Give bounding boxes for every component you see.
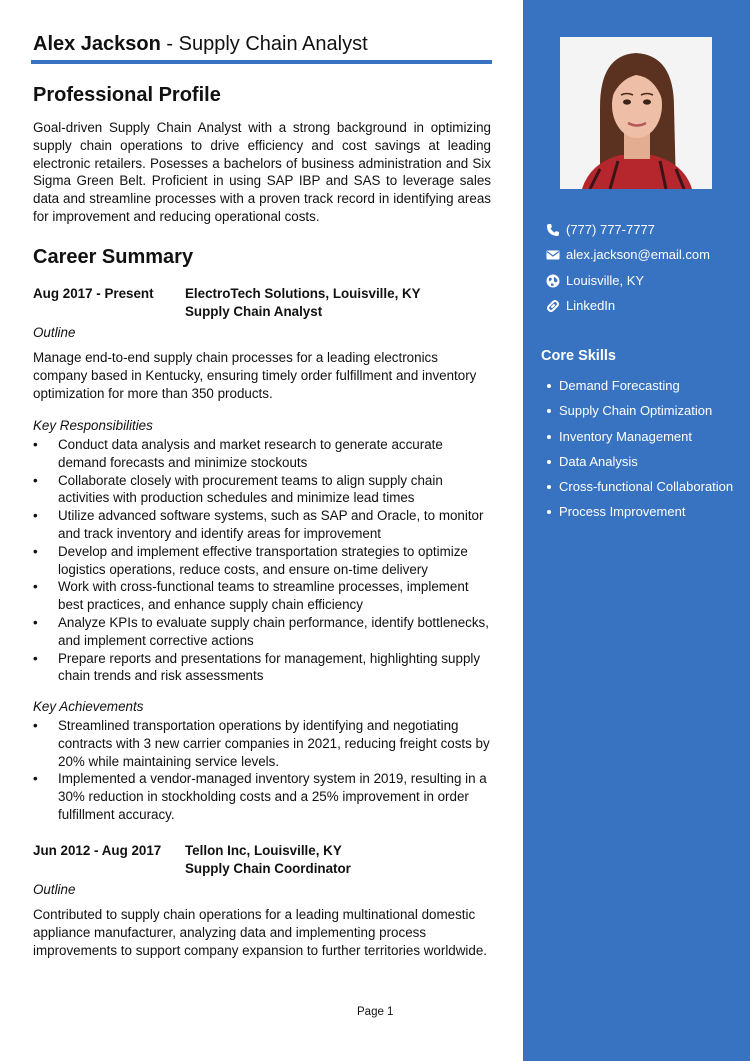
skill-item (546, 403, 733, 428)
bullet-icon: • (33, 771, 38, 787)
job-date: Jun 2012 - Aug 2017 (33, 843, 162, 858)
job-role: Supply Chain Analyst (185, 304, 323, 319)
job-company: ElectroTech Solutions, Louisville, KY (185, 286, 421, 301)
skill-item (546, 378, 733, 403)
resume-header (33, 33, 368, 55)
bullet-icon (547, 384, 551, 388)
skills-list (546, 378, 733, 530)
job-outline: Contributed to supply chain operations for a leading multinational domestic appliance manufacturer, analyzing data and implementing process improvements to support company expansion to further territories worldwide. (33, 907, 488, 958)
page-number: Page 1 (357, 1006, 394, 1018)
list-item-text: Utilize advanced software systems, such as SAP and Oracle, to monitor and track inventory and identify areas for improvement (58, 508, 484, 541)
list-item-text: Analyze KPIs to evaluate supply chain performance, identify bottlenecks, and implement corrective actions (58, 614, 489, 648)
responsibilities-list (33, 436, 493, 685)
linkedin-link[interactable]: LinkedIn (566, 298, 616, 313)
bullet-icon: • (33, 650, 38, 666)
list-item (33, 650, 493, 686)
phone-icon (546, 223, 560, 237)
skills-heading: Core Skills (541, 348, 616, 364)
bullet-icon (547, 485, 551, 489)
envelope-icon (546, 248, 560, 262)
bullet-icon (547, 435, 551, 439)
header-divider (31, 60, 492, 64)
skill-text: Data Analysis (559, 453, 638, 469)
bullet-icon (547, 409, 551, 413)
list-item (33, 543, 493, 579)
list-item-text: Streamlined transportation operations by identifying and negotiating contracts with 3 new carrier companies in 2021, reducing freight costs by 20% while maintaining service levels. (58, 718, 490, 769)
link-icon (546, 299, 560, 313)
list-item-text: Prepare reports and presentations for management, highlighting supply chain trends and risk assessments (58, 650, 481, 684)
list-item (33, 472, 493, 508)
skill-text: Cross-functional Collaboration (559, 479, 734, 495)
job-company: Tellon Inc, Louisville, KY (185, 843, 342, 858)
list-item (33, 436, 493, 472)
list-item-text: Conduct data analysis and market research to generate accurate demand forecasts and minimize stockouts (58, 437, 443, 470)
job-date: Aug 2017 - Present (33, 286, 154, 301)
skill-text: Inventory Management (559, 428, 692, 444)
bullet-icon: • (33, 614, 38, 630)
list-item (33, 507, 493, 543)
outline-label: Outline (33, 882, 76, 897)
header-separator: - (160, 33, 179, 55)
bullet-icon: • (33, 718, 38, 733)
skill-item (546, 479, 733, 504)
achievements-list (33, 717, 493, 824)
skill-item (546, 429, 733, 454)
phone-text: (777) 777-7777 (566, 222, 655, 237)
bullet-icon: • (33, 508, 38, 524)
bullet-icon: • (33, 579, 38, 595)
skill-text: Process Improvement (559, 504, 686, 520)
profile-photo (560, 37, 712, 189)
list-item-text: Collaborate closely with procurement teams to align supply chain activities with production schedules and minimize lead times (58, 472, 443, 506)
outline-label: Outline (33, 325, 76, 340)
profile-heading: Professional Profile (33, 84, 221, 106)
contact-linkedin[interactable] (546, 298, 615, 314)
list-item-text: Work with cross-functional teams to streamline processes, implement best practices, and enhance supply chain efficiency (58, 579, 469, 613)
list-item-text: Develop and implement effective transportation strategies to optimize logistics operations, reduce costs, and ensure on-time delivery (58, 543, 468, 577)
skill-text: Supply Chain Optimization (559, 403, 713, 419)
bullet-icon: • (33, 472, 38, 488)
globe-icon (546, 274, 560, 288)
contact-email[interactable] (546, 247, 710, 263)
bullet-icon (547, 460, 551, 464)
contact-phone[interactable] (546, 222, 655, 238)
list-item (33, 614, 493, 650)
list-item-text: Implemented a vendor-managed inventory system in 2019, resulting in a 30% reduction in stockholding costs and a 25% improvement in order fulfillment accuracy. (58, 771, 487, 822)
career-heading: Career Summary (33, 246, 194, 268)
job-role: Supply Chain Coordinator (185, 861, 351, 876)
location-text: Louisville, KY (566, 273, 645, 288)
skill-item (546, 504, 733, 529)
contact-location (546, 273, 644, 289)
candidate-name: Alex Jackson (33, 33, 161, 55)
bullet-icon (547, 510, 551, 514)
skill-item (546, 454, 733, 479)
bullet-icon: • (33, 543, 38, 559)
job-outline: Manage end-to-end supply chain processes for a leading electronics company based in Kentucky, ensuring timely order fulfillment and inventory optimization for more than 350 products. (33, 350, 477, 401)
profile-text: Goal-driven Supply Chain Analyst with a strong background in optimizing supply chain operations to drive efficiency and cost savings at leading electronic retailers. Posesses a bachelors of business administration and Six Sigma Green Belt. Proficient in using SAP IBP and SAS to leverage sales data and streamline processes with a proven track record in identifying areas for improvement and reducing operational costs. (33, 120, 491, 224)
responsibilities-label: Key Responsibilities (33, 418, 153, 433)
skill-text: Demand Forecasting (559, 378, 680, 393)
bullet-icon: • (33, 437, 38, 452)
achievements-label: Key Achievements (33, 699, 144, 714)
email-text: alex.jackson@email.com (566, 247, 710, 262)
sidebar (523, 0, 750, 1061)
list-item (33, 578, 493, 614)
list-item (33, 717, 493, 770)
list-item (33, 770, 493, 823)
job-title: Supply Chain Analyst (178, 33, 368, 55)
